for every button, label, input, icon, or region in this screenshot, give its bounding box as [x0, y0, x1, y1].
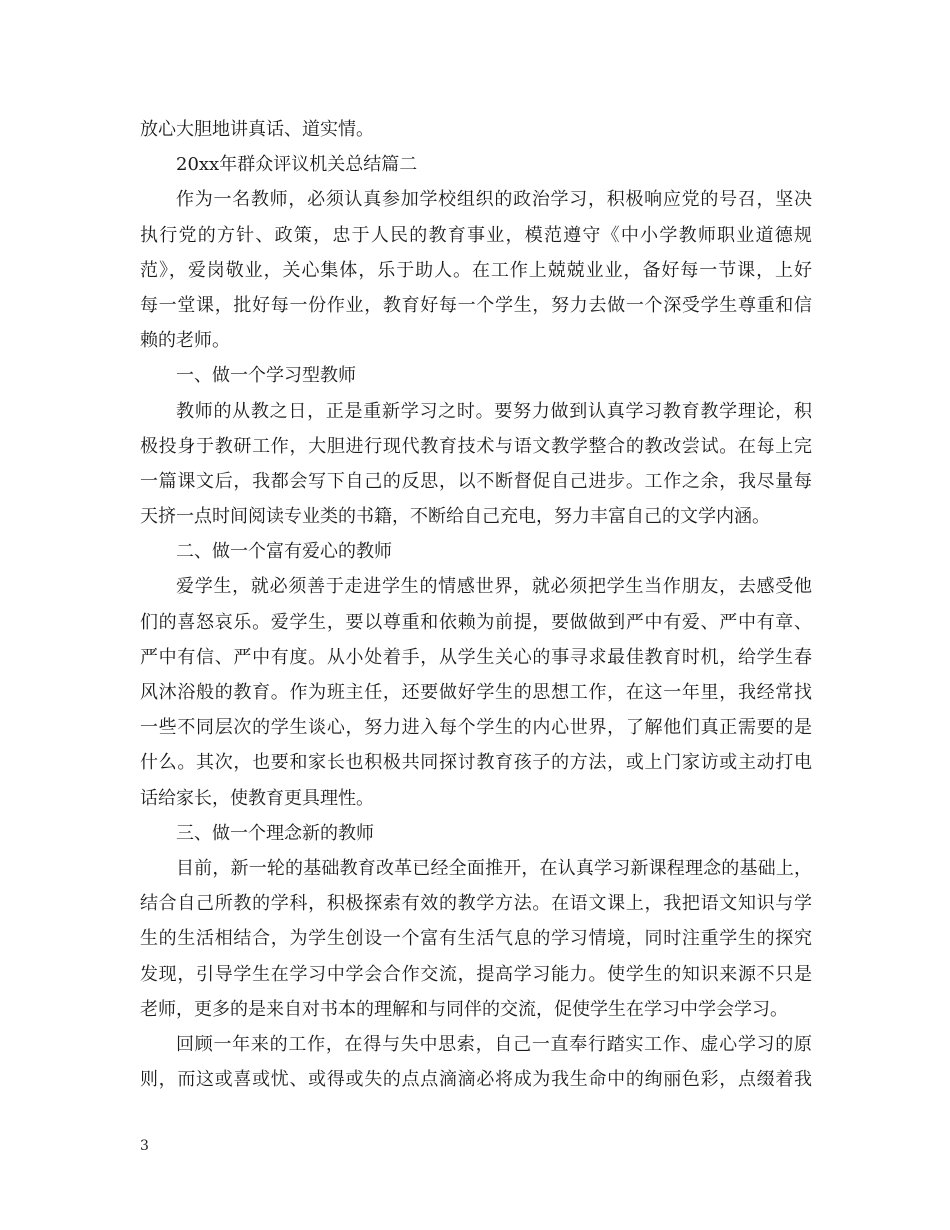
document-body [140, 112, 812, 1097]
text-line: 20xx年群众评议机关总结篇二 [176, 154, 418, 176]
text-line: 目前，新一轮的基础教育改革已经全面推开，在认真学习新课程理念的基础上， [176, 857, 812, 879]
page-number: 3 [140, 1138, 149, 1154]
text-line: 二、做一个富有爱心的教师 [176, 541, 392, 563]
text-line: 教师的从教之日，正是重新学习之时。要努力做到认真学习教育教学理论，积 [176, 400, 812, 422]
text-line: 严中有信、严中有度。从小处着手，从学生关心的事寻求最佳教育时机，给学生春 [140, 646, 812, 668]
text-line: 结合自己所教的学科，积极探索有效的教学方法。在语文课上，我把语文知识与学 [140, 893, 812, 915]
text-line: 作为一名教师，必须认真参加学校组织的政治学习，积极响应党的号召，坚决 [176, 189, 812, 211]
text-line: 极投身于教研工作，大胆进行现代教育技术与语文教学整合的教改尝试。在每上完 [140, 435, 812, 457]
text-line: 爱学生，就必须善于走进学生的情感世界，就必须把学生当作朋友，去感受他 [176, 576, 812, 598]
text-line: 什么。其次，也要和家长也积极共同探讨教育孩子的方法，或上门家访或主动打电 [140, 752, 812, 774]
text-line: 每一堂课，批好每一份作业，教育好每一个学生，努力去做一个深受学生尊重和信 [140, 294, 812, 316]
text-line: 赖的老师。 [140, 330, 230, 352]
text-line: 一些不同层次的学生谈心，努力进入每个学生的内心世界，了解他们真正需要的是 [140, 717, 812, 739]
text-line: 范》，爱岗敬业，关心集体，乐于助人。在工作上兢兢业业，备好每一节课，上好 [140, 259, 812, 281]
text-line: 执行党的方针、政策，忠于人民的教育事业，模范遵守《中小学教师职业道德规 [140, 224, 812, 246]
text-line: 们的喜怒哀乐。爱学生，要以尊重和依赖为前提，要做做到严中有爱、严中有章、 [140, 611, 812, 633]
text-line: 风沐浴般的教育。作为班主任，还要做好学生的思想工作，在这一年里，我经常找 [140, 682, 812, 703]
text-line: 老师，更多的是来自对书本的理解和与同伴的交流，促使学生在学习中学会学习。 [140, 998, 788, 1020]
text-line: 天挤一点时间阅读专业类的书籍，不断给自己充电，努力丰富自己的文学内涵。 [140, 506, 770, 528]
text-line: 发现，引导学生在学习中学会合作交流，提高学习能力。使学生的知识来源不只是 [140, 963, 812, 985]
text-line: 一、做一个学习型教师 [176, 365, 356, 387]
text-line: 放心大胆地讲真话、道实情。 [140, 119, 374, 140]
text-line: 一篇课文后，我都会写下自己的反思，以不断督促自己进步。工作之余，我尽量每 [140, 470, 812, 492]
text-line: 回顾一年来的工作，在得与失中思索，自己一直奉行踏实工作、虚心学习的原 [176, 1033, 812, 1055]
text-line: 话给家长，使教育更具理性。 [140, 787, 374, 809]
text-line: 三、做一个理念新的教师 [176, 822, 374, 844]
text-line: 生的生活相结合，为学生创设一个富有生活气息的学习情境，同时注重学生的探究 [140, 928, 812, 950]
text-line: 则，而这或喜或忧、或得或失的点点滴滴必将成为我生命中的绚丽色彩，点缀着我 [140, 1069, 812, 1091]
